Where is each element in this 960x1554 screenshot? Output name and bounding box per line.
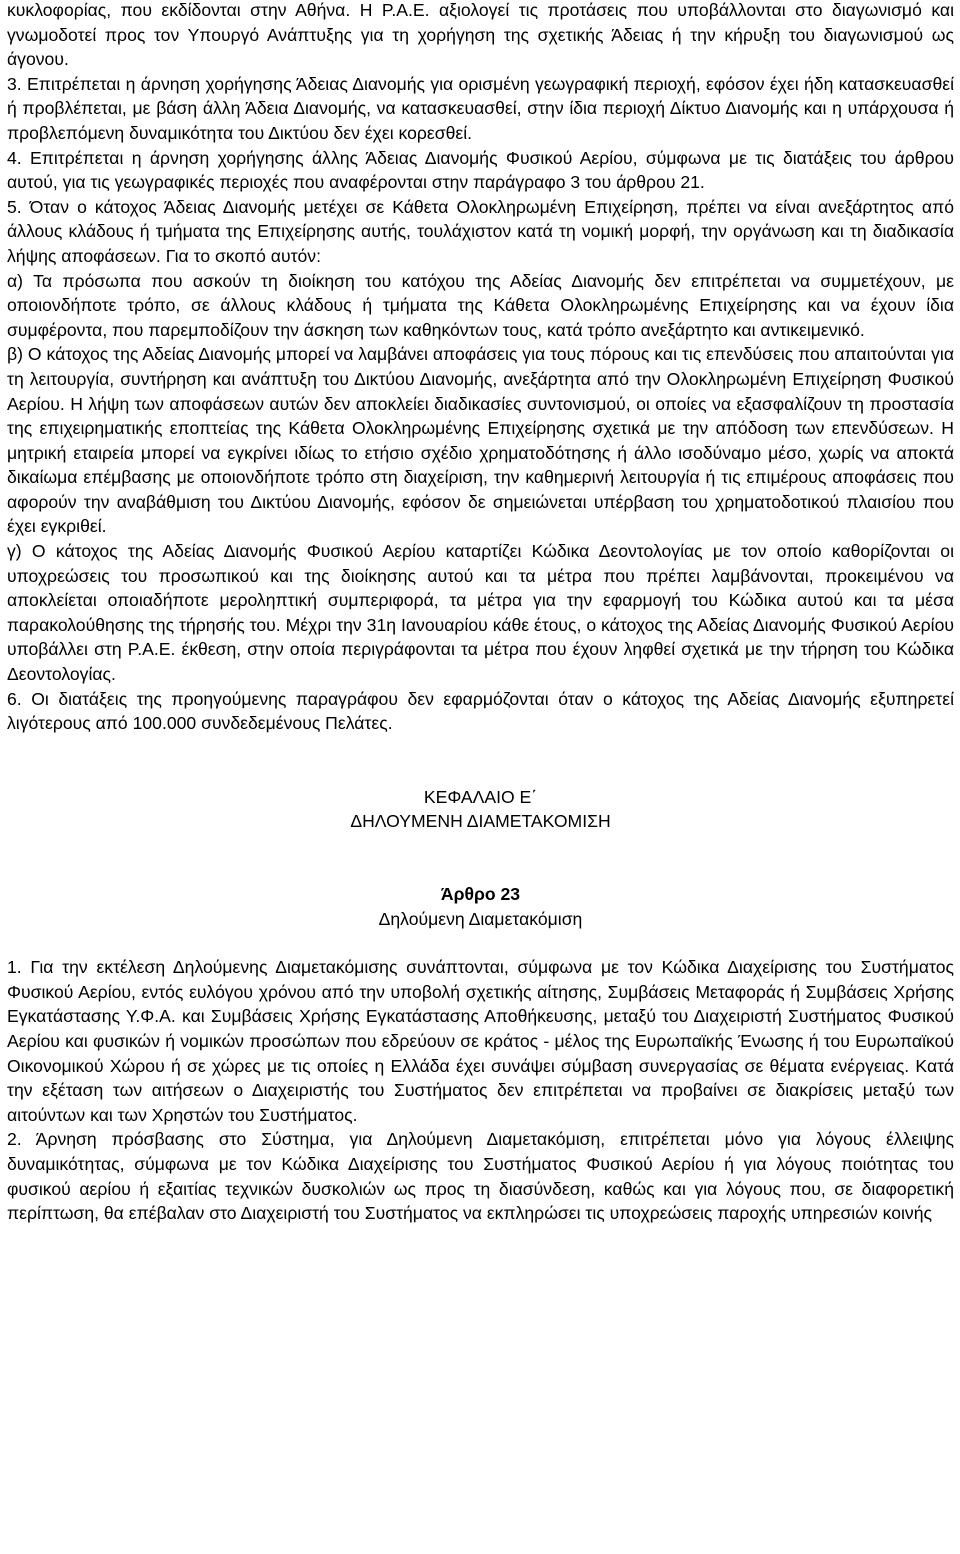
paragraph: 1. Για την εκτέλεση Δηλούμενης Διαμετακόμισης συνάπτονται, σύμφωνα με τον Κώδικα Διαχείρισης του Συστήματος Φυσικού Αερίου, εντός ευλόγου χρόνου από την υποβολή σχετικής αίτησης, Συμβάσεις Μεταφοράς ή Συμβάσεις Χρήσης Εγκατάστασης Υ.Φ.Α. και Συμβάσεις Χρήσης Εγκατάστασης Αποθήκευσης, μεταξύ του Διαχειριστή Συστήματος Φυσικού Αερίου και φυσικών ή νομικών προσώπων που εδρεύουν σε κράτος - μέλος της Ευρωπαϊκής Ένωσης ή του Ευρωπαϊκού Οικονομικού Χώρου ή σε χώρες με τις οποίες η Ελλάδα έχει συνάψει σύμβαση συνεργασίας σε θέματα ενέργειας. Κατά την εξέταση των αιτήσεων ο Διαχειριστής του Συστήματος δεν επιτρέπεται να προβαίνει σε διακρίσεις μεταξύ των αιτούντων και των Χρηστών του Συστήματος. [7, 957, 954, 1125]
paragraph: 5. Όταν ο κάτοχος Άδειας Διανομής μετέχει σε Κάθετα Ολοκληρωμένη Επιχείρηση, πρέπει να είναι ανεξάρτητος από άλλους κλάδους ή τμήματα της Επιχείρησης αυτής, τουλάχιστον κατά τη νομική μορφή, την οργάνωση και τη διαδικασία λήψης αποφάσεων. Για το σκοπό αυτόν: [7, 196, 954, 266]
article-number: Άρθρο 23 [440, 884, 521, 904]
chapter-number: ΚΕΦΑΛΑΙΟ Ε΄ [423, 786, 538, 807]
paragraph: α) Τα πρόσωπα που ασκούν τη διοίκηση του κατόχου της Αδείας Διανομής δεν επιτρέπεται να συμμετέχουν, με οποιονδήποτε τρόπο, σε άλλους κλάδους ή τμήματα της Κάθετα Ολοκληρωμένης Επιχείρησης και να έχουν ίδια συμφέροντα, που παρεμποδίζουν την άσκηση των καθηκόντων τους, κατά τρόπο ανεξάρτητο και αντικειμενικό. [7, 270, 954, 340]
paragraph: β) Ο κάτοχος της Αδείας Διανομής μπορεί να λαμβάνει αποφάσεις για τους πόρους και τις επενδύσεις που απαιτούνται για τη λειτουργία, συντήρηση και ανάπτυξη του Δικτύου Διανομής, ανεξάρτητα από την Ολοκληρωμένη Επιχείρηση Φυσικού Αερίου. Η λήψη των αποφάσεων αυτών δεν αποκλείει διαδικασίες συντονισμού, οι οποίες να εξασφαλίζουν τη προστασία της επιχειρηματικής εποπτείας της Κάθετα Ολοκληρωμένης Επιχείρησης σχετικά με την απόδοση των επενδύσεων. Η μητρική εταιρεία μπορεί να εγκρίνει ιδίως το ετήσιο σχέδιο χρηματοδότησης ή άλλο ισοδύναμο μέσο, χωρίς να αποκτά δικαίωμα επέμβασης με οποιονδήποτε τρόπο στη διαχείριση, την καθημερινή λειτουργία ή τις επιμέρους αποφάσεις που αφορούν την αναβάθμιση του Δικτύου Διανομής, εφόσον δε σημειώνεται υπέρβαση του χρηματοδοτικού πλαισίου που έχει εγκριθεί. [7, 344, 954, 537]
spacer [7, 834, 954, 882]
paragraph: 6. Οι διατάξεις της προηγούμενης παραγράφου δεν εφαρμόζονται όταν ο κάτοχος της Αδείας Διανομής εξυπηρετεί λιγότερους από 100.000 συνδεδεμένους Πελάτες. [7, 688, 954, 734]
paragraph: κυκλοφορίας, που εκδίδονται στην Αθήνα. Η Ρ.Α.Ε. αξιολογεί τις προτάσεις που υποβάλλονται στο διαγωνισμό και γνωμοδοτεί προς τον Υπουργό Ανάπτυξης για τη χορήγηση της σχετικής Άδειας ή την κήρυξη του διαγωνισμού ως άγονου. [7, 0, 954, 70]
chapter-title: ΔΗΛΟΥΜΕΝΗ ΔΙΑΜΕΤΑΚΟΜΙΣΗ [350, 811, 611, 832]
paragraph: 4. Επιτρέπεται η άρνηση χορήγησης άλλης Άδειας Διανομής Φυσικού Αερίου, σύμφωνα με τις διατάξεις του άρθρου αυτού, για τις γεωγραφικές περιοχές που αναφέρονται στην παράγραφο 3 του άρθρου 21. [7, 147, 954, 193]
spacer [7, 931, 954, 955]
paragraph: 2. Άρνηση πρόσβασης στο Σύστημα, για Δηλούμενη Διαμετακόμιση, επιτρέπεται μόνο για λόγους έλλειψης δυναμικότητας, σύμφωνα με τον Κώδικα Διαχείρισης του Συστήματος Φυσικού Αερίου ή για λόγους ποιότητας του φυσικού αερίου ή εξαιτίας τεχνικών δυσκολιών ως προς τη διασύνδεση, καθώς και για λόγους που, σε διαφορετική περίπτωση, θα επέβαλαν στο Διαχειριστή του Συστήματος να εκπληρώσει τις υποχρεώσεις παροχής υπηρεσιών κοινής [7, 1129, 954, 1224]
paragraph: γ) Ο κάτοχος της Αδείας Διανομής Φυσικού Αερίου καταρτίζει Κώδικα Δεοντολογίας με τον οποίο καθορίζονται οι υποχρεώσεις του προσωπικού και της διοίκησης αυτού και τα μέτρα που πρέπει λαμβάνονται, προκειμένου να αποκλείεται οποιαδήποτε μεροληπτική συμπεριφορά, τα μέτρα για την εφαρμογή του Κώδικα αυτού και τα μέσα παρακολούθησης της τήρησής του. Μέχρι την 31η Ιανουαρίου κάθε έτους, ο κάτοχος της Αδείας Διανομής Φυσικού Αερίου υποβάλλει στη Ρ.Α.Ε. έκθεση, στην οποία περιγράφονται τα μέτρα που έχουν ληφθεί σχετικά με την τήρηση του Κώδικα Δεοντολογίας. [7, 541, 954, 685]
article-title: Δηλούμενη Διαμετακόμιση [378, 908, 583, 929]
document-page [7, 0, 954, 1226]
spacer [7, 736, 954, 785]
paragraph: 3. Επιτρέπεται η άρνηση χορήγησης Άδειας Διανομής για ορισμένη γεωγραφική περιοχή, εφόσον έχει ήδη κατασκευασθεί ή προβλέπεται, με βάση άλλη Άδεια Διανομής, να κατασκευασθεί, στην ίδια περιοχή Δίκτυο Διανομής και η υπάρχουσα ή προβλεπόμενη δυναμικότητα του Δικτύου δεν έχει κορεσθεί. [7, 73, 954, 143]
